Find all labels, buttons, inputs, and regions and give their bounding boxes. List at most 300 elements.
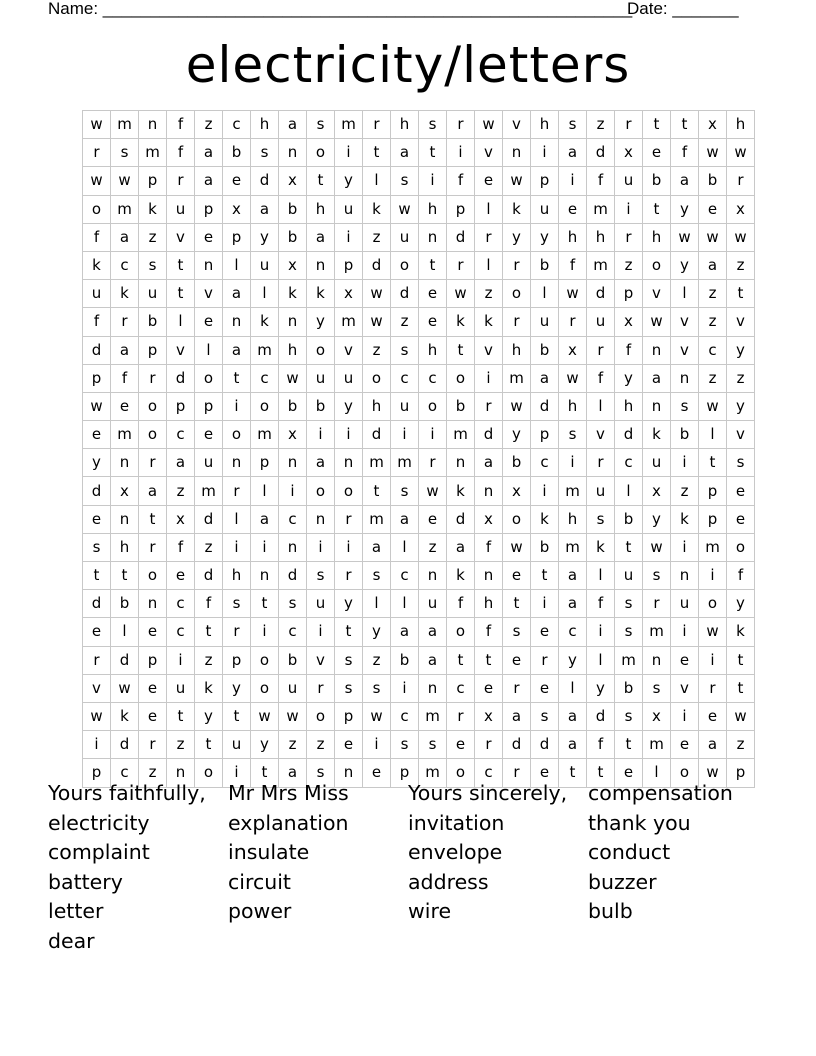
grid-cell[interactable]: o — [643, 251, 671, 279]
grid-cell[interactable]: i — [167, 646, 195, 674]
grid-cell[interactable]: e — [503, 646, 531, 674]
grid-cell[interactable]: r — [139, 449, 167, 477]
grid-cell[interactable]: k — [195, 674, 223, 702]
grid-cell[interactable]: w — [671, 223, 699, 251]
grid-cell[interactable]: t — [167, 702, 195, 730]
grid-cell[interactable]: t — [671, 111, 699, 139]
grid-cell[interactable]: k — [139, 195, 167, 223]
grid-cell[interactable]: w — [559, 364, 587, 392]
grid-cell[interactable]: b — [615, 674, 643, 702]
grid-cell[interactable]: z — [727, 251, 755, 279]
grid-cell[interactable]: x — [279, 167, 307, 195]
grid-cell[interactable]: h — [251, 111, 279, 139]
grid-cell[interactable]: f — [475, 618, 503, 646]
grid-cell[interactable]: m — [447, 421, 475, 449]
grid-cell[interactable]: a — [251, 195, 279, 223]
grid-cell[interactable]: n — [195, 251, 223, 279]
grid-cell[interactable]: y — [195, 702, 223, 730]
grid-cell[interactable]: s — [139, 251, 167, 279]
grid-cell[interactable]: e — [419, 280, 447, 308]
grid-cell[interactable]: a — [559, 702, 587, 730]
grid-cell[interactable]: t — [307, 167, 335, 195]
grid-cell[interactable]: f — [615, 336, 643, 364]
grid-cell[interactable]: s — [643, 674, 671, 702]
grid-cell[interactable]: i — [391, 421, 419, 449]
grid-cell[interactable]: s — [419, 731, 447, 759]
grid-cell[interactable]: c — [223, 111, 251, 139]
grid-cell[interactable]: t — [727, 674, 755, 702]
grid-cell[interactable]: z — [587, 111, 615, 139]
grid-cell[interactable]: p — [139, 646, 167, 674]
grid-cell[interactable]: w — [83, 392, 111, 420]
grid-cell[interactable]: b — [531, 533, 559, 561]
grid-cell[interactable]: t — [223, 702, 251, 730]
grid-cell[interactable]: k — [307, 280, 335, 308]
grid-cell[interactable]: d — [503, 731, 531, 759]
grid-cell[interactable]: e — [195, 421, 223, 449]
grid-cell[interactable]: n — [475, 477, 503, 505]
grid-cell[interactable]: f — [727, 562, 755, 590]
grid-cell[interactable]: w — [643, 308, 671, 336]
grid-cell[interactable]: p — [335, 251, 363, 279]
grid-cell[interactable]: r — [727, 167, 755, 195]
grid-cell[interactable]: a — [195, 139, 223, 167]
grid-cell[interactable]: t — [559, 759, 587, 787]
grid-cell[interactable]: b — [643, 167, 671, 195]
grid-cell[interactable]: d — [363, 421, 391, 449]
grid-cell[interactable]: i — [307, 421, 335, 449]
grid-cell[interactable]: o — [139, 562, 167, 590]
grid-cell[interactable]: n — [251, 562, 279, 590]
grid-cell[interactable]: a — [531, 364, 559, 392]
grid-cell[interactable]: r — [643, 590, 671, 618]
grid-cell[interactable]: a — [419, 618, 447, 646]
grid-cell[interactable]: f — [111, 364, 139, 392]
grid-cell[interactable]: h — [419, 336, 447, 364]
grid-cell[interactable]: u — [615, 167, 643, 195]
grid-cell[interactable]: h — [111, 533, 139, 561]
grid-cell[interactable]: r — [699, 674, 727, 702]
grid-cell[interactable]: z — [727, 731, 755, 759]
grid-cell[interactable]: o — [195, 759, 223, 787]
grid-cell[interactable]: n — [167, 759, 195, 787]
grid-cell[interactable]: t — [727, 646, 755, 674]
grid-cell[interactable]: r — [139, 731, 167, 759]
grid-cell[interactable]: x — [475, 702, 503, 730]
grid-cell[interactable]: w — [363, 280, 391, 308]
grid-cell[interactable]: w — [363, 702, 391, 730]
grid-cell[interactable]: o — [307, 336, 335, 364]
grid-cell[interactable]: m — [251, 421, 279, 449]
grid-cell[interactable]: w — [727, 139, 755, 167]
grid-cell[interactable]: l — [587, 646, 615, 674]
grid-cell[interactable]: k — [531, 505, 559, 533]
grid-cell[interactable]: a — [699, 731, 727, 759]
grid-cell[interactable]: i — [671, 618, 699, 646]
grid-cell[interactable]: k — [83, 251, 111, 279]
grid-cell[interactable]: k — [447, 308, 475, 336]
grid-cell[interactable]: f — [475, 533, 503, 561]
grid-cell[interactable]: h — [559, 505, 587, 533]
grid-cell[interactable]: s — [391, 477, 419, 505]
grid-cell[interactable]: w — [503, 533, 531, 561]
grid-cell[interactable]: w — [447, 280, 475, 308]
grid-cell[interactable]: m — [139, 139, 167, 167]
grid-cell[interactable]: w — [727, 223, 755, 251]
grid-cell[interactable]: s — [615, 618, 643, 646]
grid-cell[interactable]: a — [447, 533, 475, 561]
grid-cell[interactable]: n — [223, 449, 251, 477]
grid-cell[interactable]: y — [307, 308, 335, 336]
grid-cell[interactable]: o — [727, 533, 755, 561]
grid-cell[interactable]: e — [531, 618, 559, 646]
grid-cell[interactable]: r — [503, 674, 531, 702]
grid-cell[interactable]: a — [671, 167, 699, 195]
grid-cell[interactable]: i — [671, 449, 699, 477]
grid-cell[interactable]: i — [335, 533, 363, 561]
grid-cell[interactable]: d — [111, 731, 139, 759]
grid-cell[interactable]: i — [335, 421, 363, 449]
grid-cell[interactable]: t — [419, 139, 447, 167]
grid-cell[interactable]: o — [139, 421, 167, 449]
grid-cell[interactable]: n — [279, 449, 307, 477]
grid-cell[interactable]: a — [699, 251, 727, 279]
grid-cell[interactable]: s — [279, 590, 307, 618]
grid-cell[interactable]: t — [335, 618, 363, 646]
grid-cell[interactable]: u — [587, 308, 615, 336]
grid-cell[interactable]: s — [531, 702, 559, 730]
grid-cell[interactable]: a — [195, 167, 223, 195]
grid-cell[interactable]: t — [363, 139, 391, 167]
grid-cell[interactable]: a — [559, 562, 587, 590]
grid-cell[interactable]: a — [363, 533, 391, 561]
grid-cell[interactable]: m — [587, 195, 615, 223]
grid-cell[interactable]: i — [335, 139, 363, 167]
grid-cell[interactable]: v — [475, 139, 503, 167]
grid-cell[interactable]: i — [335, 223, 363, 251]
grid-cell[interactable]: e — [671, 646, 699, 674]
grid-cell[interactable]: f — [587, 364, 615, 392]
grid-cell[interactable]: u — [615, 562, 643, 590]
grid-cell[interactable]: w — [111, 674, 139, 702]
grid-cell[interactable]: k — [475, 308, 503, 336]
grid-cell[interactable]: i — [251, 533, 279, 561]
grid-cell[interactable]: r — [475, 223, 503, 251]
grid-cell[interactable]: l — [363, 167, 391, 195]
grid-cell[interactable]: c — [251, 364, 279, 392]
grid-cell[interactable]: e — [139, 618, 167, 646]
grid-cell[interactable]: e — [363, 759, 391, 787]
grid-cell[interactable]: z — [279, 731, 307, 759]
grid-cell[interactable]: n — [139, 111, 167, 139]
grid-cell[interactable]: s — [587, 505, 615, 533]
grid-cell[interactable]: e — [643, 139, 671, 167]
grid-cell[interactable]: y — [503, 223, 531, 251]
grid-cell[interactable]: d — [587, 139, 615, 167]
grid-cell[interactable]: o — [363, 364, 391, 392]
grid-cell[interactable]: s — [615, 702, 643, 730]
grid-cell[interactable]: f — [587, 167, 615, 195]
grid-cell[interactable]: r — [83, 139, 111, 167]
grid-cell[interactable]: s — [335, 646, 363, 674]
grid-cell[interactable]: l — [587, 392, 615, 420]
grid-cell[interactable]: e — [83, 618, 111, 646]
grid-cell[interactable]: o — [139, 392, 167, 420]
grid-cell[interactable]: f — [559, 251, 587, 279]
grid-cell[interactable]: y — [363, 618, 391, 646]
grid-cell[interactable]: f — [167, 111, 195, 139]
grid-cell[interactable]: v — [643, 280, 671, 308]
grid-cell[interactable]: m — [615, 646, 643, 674]
grid-cell[interactable]: u — [643, 449, 671, 477]
grid-cell[interactable]: h — [475, 590, 503, 618]
grid-cell[interactable]: r — [615, 111, 643, 139]
grid-cell[interactable]: h — [727, 111, 755, 139]
grid-cell[interactable]: n — [419, 223, 447, 251]
grid-cell[interactable]: m — [251, 336, 279, 364]
grid-cell[interactable]: o — [251, 646, 279, 674]
grid-cell[interactable]: r — [447, 111, 475, 139]
grid-cell[interactable]: z — [699, 308, 727, 336]
grid-cell[interactable]: m — [503, 364, 531, 392]
grid-cell[interactable]: s — [727, 449, 755, 477]
grid-cell[interactable]: b — [279, 195, 307, 223]
grid-cell[interactable]: e — [475, 674, 503, 702]
grid-cell[interactable]: y — [643, 505, 671, 533]
grid-cell[interactable]: e — [419, 308, 447, 336]
grid-cell[interactable]: k — [447, 477, 475, 505]
grid-cell[interactable]: w — [699, 392, 727, 420]
grid-cell[interactable]: y — [335, 167, 363, 195]
grid-cell[interactable]: u — [587, 477, 615, 505]
grid-cell[interactable]: h — [559, 392, 587, 420]
grid-cell[interactable]: t — [531, 562, 559, 590]
grid-cell[interactable]: b — [447, 392, 475, 420]
grid-cell[interactable]: e — [615, 759, 643, 787]
grid-cell[interactable]: n — [139, 590, 167, 618]
grid-cell[interactable]: c — [419, 364, 447, 392]
grid-cell[interactable]: n — [643, 336, 671, 364]
grid-cell[interactable]: u — [531, 195, 559, 223]
grid-cell[interactable]: x — [559, 336, 587, 364]
grid-cell[interactable]: i — [363, 731, 391, 759]
grid-cell[interactable]: s — [335, 674, 363, 702]
grid-cell[interactable]: z — [391, 308, 419, 336]
grid-cell[interactable]: e — [531, 674, 559, 702]
grid-cell[interactable]: s — [503, 618, 531, 646]
grid-cell[interactable]: u — [307, 590, 335, 618]
grid-cell[interactable]: u — [139, 280, 167, 308]
grid-cell[interactable]: c — [699, 336, 727, 364]
grid-cell[interactable]: d — [447, 223, 475, 251]
grid-cell[interactable]: d — [195, 505, 223, 533]
grid-cell[interactable]: n — [111, 449, 139, 477]
grid-cell[interactable]: t — [251, 759, 279, 787]
grid-cell[interactable]: n — [503, 139, 531, 167]
grid-cell[interactable]: a — [559, 590, 587, 618]
grid-cell[interactable]: m — [699, 533, 727, 561]
grid-cell[interactable]: w — [643, 533, 671, 561]
grid-cell[interactable]: c — [447, 674, 475, 702]
grid-cell[interactable]: e — [195, 308, 223, 336]
grid-cell[interactable]: r — [139, 533, 167, 561]
grid-cell[interactable]: h — [391, 111, 419, 139]
grid-cell[interactable]: a — [503, 702, 531, 730]
grid-cell[interactable]: r — [167, 167, 195, 195]
grid-cell[interactable]: x — [111, 477, 139, 505]
grid-cell[interactable]: e — [531, 759, 559, 787]
grid-cell[interactable]: v — [307, 646, 335, 674]
grid-cell[interactable]: y — [727, 336, 755, 364]
grid-cell[interactable]: k — [671, 505, 699, 533]
grid-cell[interactable]: i — [531, 477, 559, 505]
grid-cell[interactable]: h — [307, 195, 335, 223]
grid-cell[interactable]: v — [195, 280, 223, 308]
grid-cell[interactable]: s — [615, 590, 643, 618]
grid-cell[interactable]: p — [139, 336, 167, 364]
grid-cell[interactable]: p — [335, 702, 363, 730]
grid-cell[interactable]: z — [307, 731, 335, 759]
grid-cell[interactable]: v — [727, 421, 755, 449]
grid-cell[interactable]: a — [139, 477, 167, 505]
grid-cell[interactable]: i — [531, 139, 559, 167]
grid-cell[interactable]: k — [643, 421, 671, 449]
grid-cell[interactable]: l — [167, 308, 195, 336]
grid-cell[interactable]: n — [643, 646, 671, 674]
grid-cell[interactable]: z — [139, 223, 167, 251]
grid-cell[interactable]: w — [363, 308, 391, 336]
grid-cell[interactable]: i — [559, 167, 587, 195]
grid-cell[interactable]: m — [391, 449, 419, 477]
grid-cell[interactable]: w — [727, 702, 755, 730]
grid-cell[interactable]: f — [587, 731, 615, 759]
grid-cell[interactable]: z — [195, 533, 223, 561]
grid-cell[interactable]: i — [475, 364, 503, 392]
grid-cell[interactable]: c — [111, 251, 139, 279]
grid-cell[interactable]: f — [195, 590, 223, 618]
grid-cell[interactable]: v — [671, 674, 699, 702]
grid-cell[interactable]: x — [727, 195, 755, 223]
grid-cell[interactable]: l — [615, 477, 643, 505]
grid-cell[interactable]: n — [279, 308, 307, 336]
grid-cell[interactable]: r — [139, 364, 167, 392]
grid-cell[interactable]: v — [503, 111, 531, 139]
grid-cell[interactable]: z — [475, 280, 503, 308]
grid-cell[interactable]: e — [559, 195, 587, 223]
grid-cell[interactable]: w — [279, 702, 307, 730]
grid-cell[interactable]: b — [531, 251, 559, 279]
grid-cell[interactable]: f — [447, 590, 475, 618]
grid-cell[interactable]: p — [699, 477, 727, 505]
grid-cell[interactable]: i — [615, 195, 643, 223]
grid-cell[interactable]: m — [419, 759, 447, 787]
grid-cell[interactable]: t — [727, 280, 755, 308]
grid-cell[interactable]: f — [587, 590, 615, 618]
grid-cell[interactable]: u — [419, 590, 447, 618]
grid-cell[interactable]: d — [615, 421, 643, 449]
grid-cell[interactable]: b — [111, 590, 139, 618]
grid-cell[interactable]: u — [391, 223, 419, 251]
grid-cell[interactable]: y — [615, 364, 643, 392]
grid-cell[interactable]: v — [83, 674, 111, 702]
grid-cell[interactable]: r — [335, 562, 363, 590]
grid-cell[interactable]: d — [167, 364, 195, 392]
grid-cell[interactable]: d — [195, 562, 223, 590]
grid-cell[interactable]: i — [419, 167, 447, 195]
grid-cell[interactable]: t — [615, 533, 643, 561]
grid-cell[interactable]: l — [475, 195, 503, 223]
grid-cell[interactable]: l — [699, 421, 727, 449]
grid-cell[interactable]: t — [195, 731, 223, 759]
grid-cell[interactable]: e — [699, 195, 727, 223]
grid-cell[interactable]: t — [195, 618, 223, 646]
grid-cell[interactable]: v — [727, 308, 755, 336]
grid-cell[interactable]: t — [503, 590, 531, 618]
grid-cell[interactable]: y — [587, 674, 615, 702]
grid-cell[interactable]: c — [475, 759, 503, 787]
grid-cell[interactable]: x — [615, 308, 643, 336]
grid-cell[interactable]: t — [643, 195, 671, 223]
grid-cell[interactable]: m — [111, 111, 139, 139]
grid-cell[interactable]: u — [671, 590, 699, 618]
grid-cell[interactable]: x — [699, 111, 727, 139]
grid-cell[interactable]: c — [391, 364, 419, 392]
grid-cell[interactable]: e — [727, 505, 755, 533]
grid-cell[interactable]: z — [195, 111, 223, 139]
grid-cell[interactable]: w — [503, 167, 531, 195]
grid-cell[interactable]: h — [587, 223, 615, 251]
grid-cell[interactable]: o — [699, 590, 727, 618]
grid-cell[interactable]: n — [335, 759, 363, 787]
grid-cell[interactable]: h — [531, 111, 559, 139]
grid-cell[interactable]: a — [391, 139, 419, 167]
grid-cell[interactable]: c — [391, 562, 419, 590]
grid-cell[interactable]: e — [167, 562, 195, 590]
grid-cell[interactable]: a — [559, 731, 587, 759]
grid-cell[interactable]: c — [167, 421, 195, 449]
grid-cell[interactable]: k — [447, 562, 475, 590]
grid-cell[interactable]: i — [307, 533, 335, 561]
grid-cell[interactable]: n — [643, 392, 671, 420]
grid-cell[interactable]: a — [279, 111, 307, 139]
grid-cell[interactable]: i — [223, 759, 251, 787]
grid-cell[interactable]: z — [167, 477, 195, 505]
grid-cell[interactable]: m — [587, 251, 615, 279]
grid-cell[interactable]: o — [307, 702, 335, 730]
grid-cell[interactable]: y — [335, 392, 363, 420]
grid-cell[interactable]: h — [223, 562, 251, 590]
grid-cell[interactable]: l — [111, 618, 139, 646]
grid-cell[interactable]: o — [503, 505, 531, 533]
grid-cell[interactable]: w — [559, 280, 587, 308]
grid-cell[interactable]: u — [167, 674, 195, 702]
grid-cell[interactable]: a — [223, 336, 251, 364]
grid-cell[interactable]: e — [139, 674, 167, 702]
grid-cell[interactable]: t — [251, 590, 279, 618]
grid-cell[interactable]: i — [559, 449, 587, 477]
grid-cell[interactable]: i — [671, 702, 699, 730]
grid-cell[interactable]: h — [503, 336, 531, 364]
grid-cell[interactable]: u — [83, 280, 111, 308]
grid-cell[interactable]: k — [587, 533, 615, 561]
grid-cell[interactable]: f — [83, 308, 111, 336]
grid-cell[interactable]: h — [559, 223, 587, 251]
grid-cell[interactable]: w — [83, 702, 111, 730]
grid-cell[interactable]: d — [447, 505, 475, 533]
grid-cell[interactable]: u — [335, 364, 363, 392]
grid-cell[interactable]: c — [167, 618, 195, 646]
grid-cell[interactable]: y — [335, 590, 363, 618]
